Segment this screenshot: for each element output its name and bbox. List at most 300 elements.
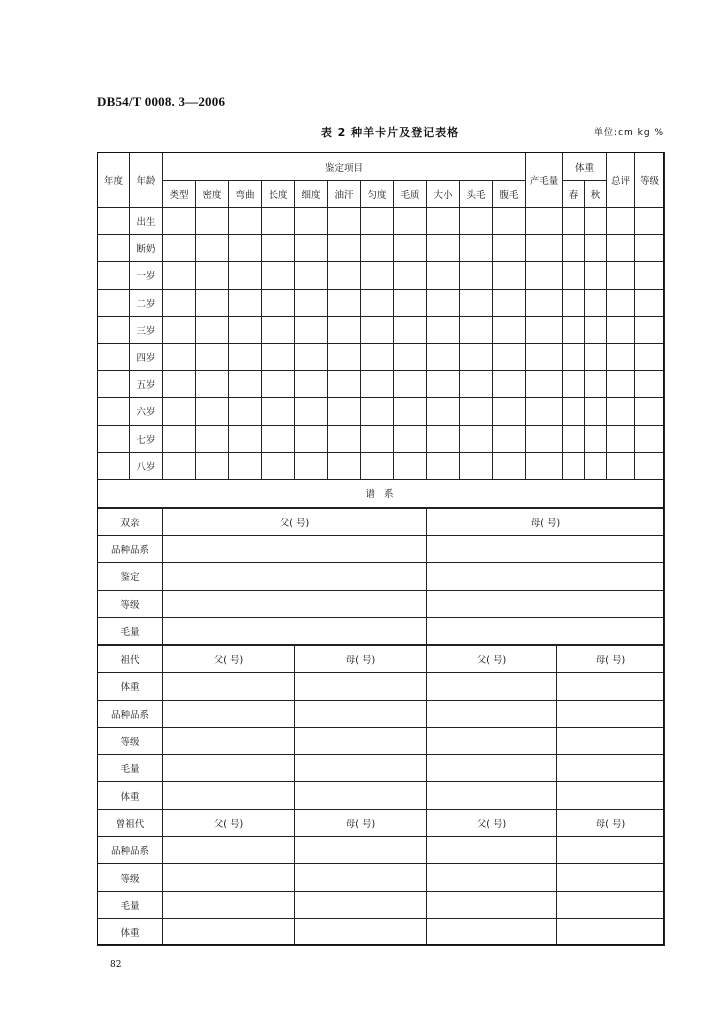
data-cell xyxy=(563,235,585,262)
data-cell xyxy=(328,425,361,452)
data-cell xyxy=(635,343,665,370)
data-cell xyxy=(328,262,361,289)
data-cell xyxy=(328,398,361,425)
data-cell xyxy=(163,289,196,316)
data-cell xyxy=(427,425,460,452)
data-cell xyxy=(196,452,229,479)
data-cell xyxy=(427,398,460,425)
data-cell xyxy=(229,208,262,235)
data-cell xyxy=(295,755,427,782)
data-cell xyxy=(295,208,328,235)
data-cell xyxy=(493,398,526,425)
data-cell xyxy=(394,316,427,343)
ancestor-cell: 父( 号) xyxy=(163,809,295,836)
table-row xyxy=(98,755,665,782)
data-cell xyxy=(262,316,295,343)
table-row xyxy=(98,289,665,316)
header-wool-yield: 产毛量 xyxy=(526,153,563,208)
appraisal-item-header: 密度 xyxy=(196,181,229,208)
data-cell xyxy=(493,343,526,370)
data-cell xyxy=(585,316,607,343)
grandparents-label: 祖代 xyxy=(98,646,163,673)
data-cell xyxy=(262,262,295,289)
age-cell: 六岁 xyxy=(130,398,163,425)
data-cell xyxy=(361,425,394,452)
ancestor-cell: 母( 号) xyxy=(557,809,665,836)
age-cell: 一岁 xyxy=(130,262,163,289)
data-cell xyxy=(526,398,563,425)
table-row xyxy=(98,727,665,754)
header-grade: 等级 xyxy=(635,153,665,208)
data-cell xyxy=(163,673,295,700)
data-cell xyxy=(328,208,361,235)
data-cell xyxy=(585,343,607,370)
data-cell xyxy=(526,343,563,370)
appraisal-item-header: 腹毛 xyxy=(493,181,526,208)
table-row xyxy=(98,398,665,425)
data-cell xyxy=(563,289,585,316)
data-cell xyxy=(295,452,328,479)
great_grandparents-row-label: 体重 xyxy=(98,918,163,945)
data-cell xyxy=(229,371,262,398)
data-cell xyxy=(557,727,665,754)
data-cell xyxy=(394,452,427,479)
data-cell xyxy=(361,235,394,262)
data-cell xyxy=(607,235,635,262)
data-cell xyxy=(635,289,665,316)
data-cell xyxy=(163,891,295,918)
ancestor-cell: 母( 号) xyxy=(557,646,665,673)
data-cell xyxy=(427,590,665,617)
parents-row-label: 品种品系 xyxy=(98,536,163,563)
data-cell xyxy=(635,452,665,479)
data-cell xyxy=(163,837,295,864)
parents-row-label: 鉴定 xyxy=(98,563,163,590)
data-cell xyxy=(526,371,563,398)
appraisal-item-header: 大小 xyxy=(427,181,460,208)
data-cell xyxy=(635,425,665,452)
data-cell xyxy=(607,452,635,479)
data-cell xyxy=(163,700,295,727)
grandparents-row-label: 毛量 xyxy=(98,755,163,782)
weight-item-header: 秋 xyxy=(585,181,607,208)
data-cell xyxy=(361,262,394,289)
data-cell xyxy=(163,343,196,370)
ancestor-cell: 父( 号) xyxy=(163,646,295,673)
data-cell xyxy=(196,425,229,452)
data-cell xyxy=(394,343,427,370)
table-row xyxy=(98,617,665,644)
data-cell xyxy=(493,289,526,316)
data-cell xyxy=(460,208,493,235)
parents-row-label: 等级 xyxy=(98,590,163,617)
data-cell xyxy=(196,343,229,370)
data-cell xyxy=(607,262,635,289)
data-cell xyxy=(427,371,460,398)
data-cell xyxy=(557,864,665,891)
age-cell: 三岁 xyxy=(130,316,163,343)
data-cell xyxy=(460,371,493,398)
data-cell xyxy=(163,398,196,425)
table-row xyxy=(98,563,665,590)
data-cell xyxy=(635,208,665,235)
grandparents-row-label: 体重 xyxy=(98,782,163,809)
appraisal-item-header: 类型 xyxy=(163,181,196,208)
data-cell xyxy=(427,617,665,644)
mother-cell: 母( 号) xyxy=(427,509,665,536)
year-cell xyxy=(98,289,130,316)
table-row xyxy=(98,891,665,918)
table-row xyxy=(98,343,665,370)
header-appraisal-group: 鉴定项目 xyxy=(163,153,526,181)
data-cell xyxy=(607,316,635,343)
table-row xyxy=(98,590,665,617)
age-cell: 八岁 xyxy=(130,452,163,479)
data-cell xyxy=(427,316,460,343)
appraisal-table xyxy=(97,152,665,508)
year-cell xyxy=(98,425,130,452)
data-cell xyxy=(493,371,526,398)
data-cell xyxy=(563,343,585,370)
appraisal-item-header: 细度 xyxy=(295,181,328,208)
data-cell xyxy=(526,289,563,316)
parents-label: 双亲 xyxy=(98,509,163,536)
data-cell xyxy=(196,316,229,343)
data-cell xyxy=(295,700,427,727)
data-cell xyxy=(460,289,493,316)
table-row xyxy=(98,673,665,700)
data-cell xyxy=(262,235,295,262)
data-cell xyxy=(585,262,607,289)
data-cell xyxy=(262,208,295,235)
data-cell xyxy=(526,452,563,479)
data-cell xyxy=(585,208,607,235)
data-cell xyxy=(635,316,665,343)
table-row xyxy=(98,452,665,479)
data-cell xyxy=(295,673,427,700)
data-cell xyxy=(328,452,361,479)
year-cell xyxy=(98,452,130,479)
year-cell xyxy=(98,208,130,235)
data-cell xyxy=(295,782,427,809)
data-cell xyxy=(427,343,460,370)
data-cell xyxy=(427,673,557,700)
data-cell xyxy=(196,371,229,398)
data-cell xyxy=(493,235,526,262)
data-cell xyxy=(295,727,427,754)
data-cell xyxy=(295,918,427,945)
data-cell xyxy=(163,727,295,754)
data-cell xyxy=(460,262,493,289)
appraisal-item-header: 油汗 xyxy=(328,181,361,208)
data-cell xyxy=(493,425,526,452)
great_grandparents-row-label: 品种品系 xyxy=(98,837,163,864)
data-cell xyxy=(163,536,427,563)
table-row xyxy=(98,262,665,289)
data-cell xyxy=(163,590,427,617)
appraisal-item-header: 匀度 xyxy=(361,181,394,208)
data-cell xyxy=(563,452,585,479)
data-cell xyxy=(262,425,295,452)
data-cell xyxy=(427,891,557,918)
data-cell xyxy=(328,289,361,316)
data-cell xyxy=(394,235,427,262)
data-cell xyxy=(328,316,361,343)
data-cell xyxy=(361,452,394,479)
grandparents-row-label: 品种品系 xyxy=(98,700,163,727)
data-cell xyxy=(394,289,427,316)
data-cell xyxy=(295,425,328,452)
data-cell xyxy=(295,864,427,891)
data-cell xyxy=(229,452,262,479)
data-cell xyxy=(563,425,585,452)
data-cell xyxy=(295,837,427,864)
data-cell xyxy=(229,235,262,262)
data-cell xyxy=(427,235,460,262)
data-cell xyxy=(394,208,427,235)
data-cell xyxy=(163,617,427,644)
data-cell xyxy=(361,398,394,425)
data-cell xyxy=(229,262,262,289)
age-cell: 二岁 xyxy=(130,289,163,316)
document-id: DB54/T 0008. 3—2006 xyxy=(97,94,226,109)
data-cell xyxy=(394,262,427,289)
data-cell xyxy=(563,208,585,235)
data-cell xyxy=(427,837,557,864)
great_grandparents-row-label: 等级 xyxy=(98,864,163,891)
data-cell xyxy=(229,398,262,425)
data-cell xyxy=(460,235,493,262)
data-cell xyxy=(563,371,585,398)
data-cell xyxy=(460,343,493,370)
data-cell xyxy=(163,782,295,809)
data-cell xyxy=(361,371,394,398)
data-cell xyxy=(196,235,229,262)
parents-row-label: 毛量 xyxy=(98,617,163,644)
ancestor-cell: 母( 号) xyxy=(295,809,427,836)
year-cell xyxy=(98,262,130,289)
appraisal-item-header: 弯曲 xyxy=(229,181,262,208)
year-cell xyxy=(98,235,130,262)
age-cell: 七岁 xyxy=(130,425,163,452)
data-cell xyxy=(295,289,328,316)
ancestor-cell: 父( 号) xyxy=(427,646,557,673)
data-cell xyxy=(163,755,295,782)
data-cell xyxy=(328,343,361,370)
table-row xyxy=(98,425,665,452)
age-cell: 五岁 xyxy=(130,371,163,398)
data-cell xyxy=(526,235,563,262)
data-cell xyxy=(607,289,635,316)
data-cell xyxy=(607,343,635,370)
data-cell xyxy=(262,452,295,479)
header-year: 年度 xyxy=(98,153,130,208)
data-cell xyxy=(262,343,295,370)
data-cell xyxy=(295,235,328,262)
data-cell xyxy=(163,235,196,262)
data-cell xyxy=(427,864,557,891)
data-cell xyxy=(460,398,493,425)
weight-item-header: 春 xyxy=(563,181,585,208)
age-cell: 断奶 xyxy=(130,235,163,262)
data-cell xyxy=(493,452,526,479)
data-cell xyxy=(229,316,262,343)
appraisal-item-header: 长度 xyxy=(262,181,295,208)
data-cell xyxy=(635,371,665,398)
great_grandparents-label: 曾祖代 xyxy=(98,809,163,836)
data-cell xyxy=(361,208,394,235)
data-cell xyxy=(427,563,665,590)
grandparents-row-label: 体重 xyxy=(98,673,163,700)
table-row xyxy=(98,809,665,836)
table-row xyxy=(98,918,665,945)
age-cell: 四岁 xyxy=(130,343,163,370)
table-row xyxy=(98,208,665,235)
data-cell xyxy=(427,262,460,289)
data-cell xyxy=(557,755,665,782)
data-cell xyxy=(295,891,427,918)
data-cell xyxy=(163,208,196,235)
data-cell xyxy=(295,371,328,398)
data-cell xyxy=(557,700,665,727)
age-cell: 出生 xyxy=(130,208,163,235)
data-cell xyxy=(557,782,665,809)
table-row xyxy=(98,316,665,343)
data-cell xyxy=(163,563,427,590)
table-row xyxy=(98,536,665,563)
data-cell xyxy=(427,289,460,316)
table-row xyxy=(98,700,665,727)
data-cell xyxy=(163,452,196,479)
data-cell xyxy=(427,536,665,563)
year-cell xyxy=(98,316,130,343)
data-cell xyxy=(262,371,295,398)
data-cell xyxy=(427,755,557,782)
data-cell xyxy=(361,343,394,370)
data-cell xyxy=(163,864,295,891)
appraisal-item-header: 头毛 xyxy=(460,181,493,208)
data-cell xyxy=(526,262,563,289)
data-cell xyxy=(394,371,427,398)
pedigree-title: 谱 系 xyxy=(98,479,665,507)
table-title: 表 2 种羊卡片及登记表格 xyxy=(320,126,460,139)
data-cell xyxy=(295,262,328,289)
data-cell xyxy=(427,452,460,479)
data-cell xyxy=(394,425,427,452)
data-cell xyxy=(361,316,394,343)
data-cell xyxy=(460,425,493,452)
data-cell xyxy=(262,398,295,425)
page-number: 82 xyxy=(110,960,122,970)
data-cell xyxy=(361,289,394,316)
header-weight-group: 体重 xyxy=(563,153,607,181)
year-cell xyxy=(98,371,130,398)
data-cell xyxy=(607,425,635,452)
ancestor-cell: 父( 号) xyxy=(427,809,557,836)
data-cell xyxy=(635,235,665,262)
data-cell xyxy=(607,371,635,398)
data-cell xyxy=(585,398,607,425)
table-row xyxy=(98,864,665,891)
header-total: 总评 xyxy=(607,153,635,208)
data-cell xyxy=(557,673,665,700)
table-row xyxy=(98,782,665,809)
data-cell xyxy=(163,425,196,452)
data-cell xyxy=(585,452,607,479)
data-cell xyxy=(585,425,607,452)
great_grandparents-row-label: 毛量 xyxy=(98,891,163,918)
data-cell xyxy=(460,452,493,479)
data-cell xyxy=(585,235,607,262)
data-cell xyxy=(563,316,585,343)
table-row xyxy=(98,371,665,398)
data-cell xyxy=(394,398,427,425)
data-cell xyxy=(557,918,665,945)
ancestors-table xyxy=(97,645,665,946)
data-cell xyxy=(163,316,196,343)
data-cell xyxy=(163,371,196,398)
data-cell xyxy=(427,782,557,809)
data-cell xyxy=(493,316,526,343)
data-cell xyxy=(163,918,295,945)
data-cell xyxy=(328,235,361,262)
father-cell: 父( 号) xyxy=(163,509,427,536)
data-cell xyxy=(563,262,585,289)
year-cell xyxy=(98,398,130,425)
data-cell xyxy=(460,316,493,343)
table-row xyxy=(98,837,665,864)
appraisal-item-header: 毛质 xyxy=(394,181,427,208)
data-cell xyxy=(295,343,328,370)
data-cell xyxy=(526,208,563,235)
data-cell xyxy=(607,398,635,425)
data-cell xyxy=(196,289,229,316)
data-cell xyxy=(427,700,557,727)
data-cell xyxy=(229,425,262,452)
grandparents-row-label: 等级 xyxy=(98,727,163,754)
year-cell xyxy=(98,343,130,370)
data-cell xyxy=(607,208,635,235)
data-cell xyxy=(635,398,665,425)
parents-table xyxy=(97,508,665,645)
data-cell xyxy=(229,343,262,370)
data-cell xyxy=(585,371,607,398)
data-cell xyxy=(557,891,665,918)
data-cell xyxy=(526,425,563,452)
data-cell xyxy=(427,918,557,945)
data-cell xyxy=(328,371,361,398)
data-cell xyxy=(229,289,262,316)
data-cell xyxy=(196,262,229,289)
data-cell xyxy=(526,316,563,343)
data-cell xyxy=(295,316,328,343)
table-row xyxy=(98,646,665,673)
data-cell xyxy=(563,398,585,425)
data-cell xyxy=(163,262,196,289)
data-cell xyxy=(427,208,460,235)
data-cell xyxy=(196,398,229,425)
data-cell xyxy=(557,837,665,864)
data-cell xyxy=(585,289,607,316)
data-cell xyxy=(295,398,328,425)
data-cell xyxy=(493,262,526,289)
data-cell xyxy=(427,727,557,754)
data-cell xyxy=(262,289,295,316)
table-row xyxy=(98,235,665,262)
ancestor-cell: 母( 号) xyxy=(295,646,427,673)
header-age: 年龄 xyxy=(130,153,163,208)
data-cell xyxy=(493,208,526,235)
